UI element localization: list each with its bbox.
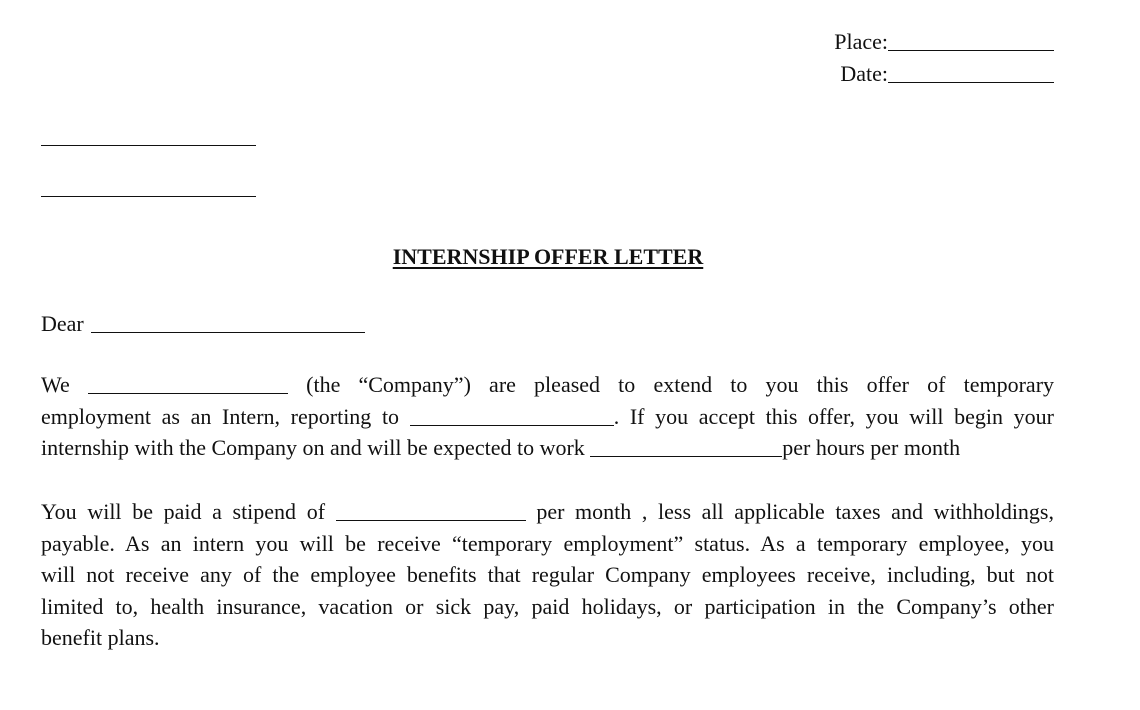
- text-we: We: [41, 372, 70, 397]
- paragraph-line: benefit plans.: [41, 625, 160, 650]
- salutation-label: Dear: [41, 311, 84, 336]
- paragraph-line: [41, 401, 1054, 433]
- text-accept-offer: . If you accept this offer, you will begin your: [613, 403, 1054, 429]
- date-row: [834, 58, 1054, 90]
- paragraph-line: will not receive any of the employee benefits that regular Company employees receive, including, but not: [41, 562, 1054, 587]
- text-stipend: You will be paid a stipend of: [41, 499, 326, 524]
- salutation: [41, 308, 365, 340]
- paragraph-line: [41, 369, 1054, 401]
- hours-blank[interactable]: [590, 436, 782, 457]
- text-expected-work: internship with the Company on and will be expected to work: [41, 435, 585, 460]
- recipient-name-blank[interactable]: [91, 312, 365, 333]
- text-reporting-to: employment as an Intern, reporting to: [41, 403, 400, 429]
- company-name-blank[interactable]: [88, 373, 288, 394]
- paragraph-line: limited to, health insurance, vacation or sick pay, paid holidays, or participation in the Company’s other: [41, 593, 1054, 619]
- date-label: Date:: [840, 61, 888, 86]
- paragraph-stipend: [41, 496, 1054, 654]
- supervisor-blank[interactable]: [410, 405, 614, 426]
- paragraph-line: [41, 496, 1054, 528]
- recipient-line-1[interactable]: [41, 145, 256, 146]
- date-blank[interactable]: [888, 62, 1054, 83]
- stipend-amount-blank[interactable]: [336, 500, 526, 521]
- recipient-line-2[interactable]: [41, 196, 256, 197]
- text-per-month-taxes: per month , less all applicable taxes and withholdings,: [536, 499, 1054, 524]
- place-row: [834, 26, 1054, 58]
- place-date-block: [834, 26, 1054, 90]
- document-title: INTERNSHIP OFFER LETTER: [392, 244, 704, 269]
- place-blank[interactable]: [888, 30, 1054, 51]
- place-label: Place:: [834, 29, 888, 54]
- text-hours-per-month: per hours per month: [782, 435, 961, 460]
- paragraph-offer: [41, 369, 1054, 464]
- paragraph-line: payable. As an intern you will be receive “temporary employment” status. As a temporary employee, you: [41, 530, 1054, 556]
- text-company-offer: (the “Company”) are pleased to extend to you this offer of temporary: [306, 372, 1055, 397]
- paragraph-line: [41, 432, 1054, 464]
